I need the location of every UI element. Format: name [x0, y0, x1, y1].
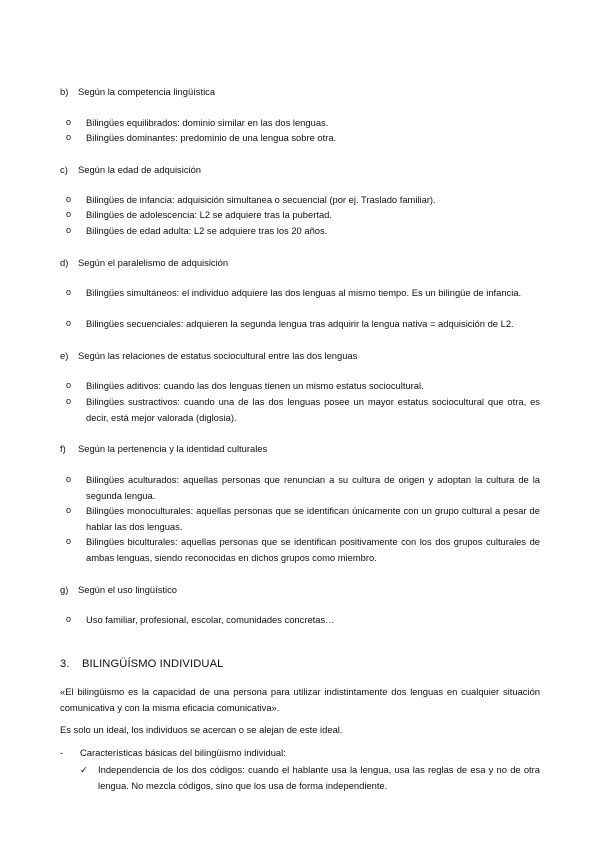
list-item-text: Bilingües secuenciales: adquieren la segunda lengua tras adquirir la lengua nativa = adquisición de L2. [86, 318, 514, 329]
list-item-text: Bilingües simultáneos: el individuo adquiere las dos lenguas al mismo tiempo. Es un bilingüe de infancia. [86, 287, 522, 298]
section-3-title [60, 657, 223, 673]
list-item-text: Bilingües aculturados: aquellas personas que renuncian a su cultura de origen y adoptan la cultura de la segunda lengua. [86, 474, 540, 501]
section-letter: c) [60, 164, 68, 175]
list-item-text: Bilingües de infancia: adquisición simultanea o secuencial (por ej. Traslado familiar). [86, 194, 436, 205]
section-title: Según la edad de adquisición [78, 164, 202, 175]
bullet-icon: o [66, 209, 72, 219]
bullet-icon: o [66, 396, 72, 406]
section-e-heading [60, 348, 357, 364]
list-item [66, 612, 540, 628]
list-item-text: Bilingües dominantes: predominio de una lengua sobre otra. [86, 132, 337, 143]
list-item-text: Bilingües sustractivos: cuando una de las dos lenguas posee un mayor estatus sociocultural que otra, es decir, está mejor valorada (diglosia). [86, 396, 540, 423]
section-d-heading [60, 255, 228, 271]
dash-item-text: Características básicas del bilingüismo individual: [80, 747, 286, 758]
section-c-heading [60, 162, 201, 178]
bullet-icon: o [66, 614, 72, 624]
bullet-icon: o [66, 318, 72, 328]
dash-list-item [60, 745, 540, 761]
bullet-icon: o [66, 536, 72, 546]
bullet-icon: o [66, 287, 72, 297]
section-title: Según la pertenencia y la identidad culturales [78, 443, 268, 454]
list-item [66, 192, 540, 208]
list-item-text: Uso familiar, profesional, escolar, comunidades concretas… [86, 614, 335, 625]
bullet-icon: o [66, 225, 72, 235]
list-item-text: Bilingües monoculturales: aquellas personas que se identifican únicamente con un grupo cultural a pesar de hablar las dos lenguas. [86, 505, 540, 532]
dash-icon: - [60, 747, 64, 758]
bullet-icon: o [66, 194, 72, 204]
section-title: Según la competencia lingüística [78, 86, 216, 97]
bullet-icon: o [66, 474, 72, 484]
section-letter: e) [60, 350, 69, 361]
list-item [66, 115, 540, 131]
list-item-text: Bilingües equilibrados: dominio similar en las dos lenguas. [86, 117, 329, 128]
list-item [66, 472, 540, 503]
check-item-text: Independencia de los dos códigos: cuando el hablante usa la lengua, usa las reglas de esa y no de otra lengua. No mezcla códigos, sino que los usa de forma independiente. [98, 764, 540, 791]
list-item-text: Bilingües de edad adulta: L2 se adquiere tras los 20 años. [86, 225, 328, 236]
check-list-item [80, 762, 540, 793]
list-item [66, 285, 540, 301]
section-title: BILINGÜÍSMO INDIVIDUAL [82, 658, 224, 670]
bullet-icon: o [66, 380, 72, 390]
section-b-heading [60, 84, 215, 100]
list-item [66, 316, 540, 332]
section-title: Según el uso lingüístico [78, 584, 178, 595]
section-letter: d) [60, 257, 69, 268]
section-title: Según las relaciones de estatus sociocultural entre las dos lenguas [78, 350, 358, 361]
list-item [66, 378, 540, 394]
ideal-note: Es solo un ideal, los individuos se acercan o se alejan de este ideal. [60, 724, 343, 735]
section-f-heading [60, 441, 267, 457]
bullet-icon: o [66, 132, 72, 142]
list-item-text: Bilingües aditivos: cuando las dos lenguas tienen un mismo estatus sociocultural. [86, 380, 424, 391]
list-item [66, 130, 540, 146]
list-item [66, 534, 540, 565]
list-item [66, 394, 540, 425]
list-item [66, 503, 540, 534]
section-letter: f) [60, 443, 66, 454]
section-g-heading [60, 582, 177, 598]
bullet-icon: o [66, 117, 72, 127]
section-letter: b) [60, 86, 69, 97]
list-item-text: Bilingües de adolescencia: L2 se adquiere tras la pubertad. [86, 209, 332, 220]
list-item [66, 223, 540, 239]
section-number: 3. [60, 658, 70, 670]
definition-quote: «El bilingüismo es la capacidad de una persona para utilizar indistintamente dos lenguas en cualquier situación comunicativa y con la misma eficacia comunicativa». [60, 686, 540, 713]
section-title: Según el paralelismo de adquisición [78, 257, 229, 268]
checkmark-icon: ✓ [80, 764, 88, 775]
list-item-text: Bilingües biculturales: aquellas personas que se identifican positivamente con los dos grupos culturales de ambas lenguas, siendo reconocidas en dichos grupos como miembro. [86, 536, 540, 563]
bullet-icon: o [66, 505, 72, 515]
list-item [66, 207, 540, 223]
section-letter: g) [60, 584, 69, 595]
